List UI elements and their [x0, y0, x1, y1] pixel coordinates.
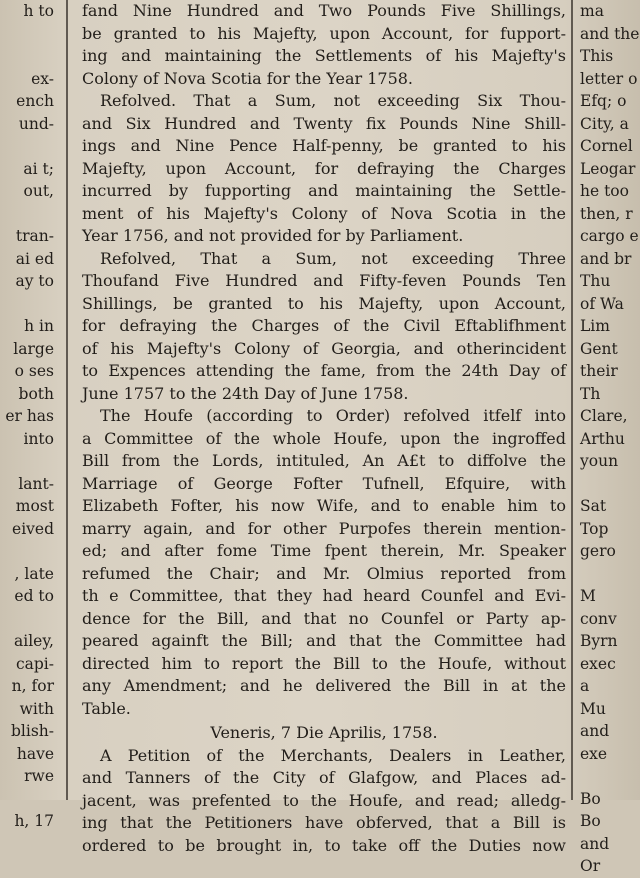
left-column-line: er has — [5, 407, 54, 425]
left-column-line: with — [19, 699, 54, 718]
left-column-line: ed to — [14, 587, 54, 605]
right-column-line: he too — [580, 182, 629, 200]
left-column-line: ay to — [15, 272, 54, 290]
left-column-line: ai t; — [23, 159, 54, 178]
left-column-line: h to — [23, 2, 54, 20]
left-column-line: ex- — [31, 69, 54, 88]
left-column-line — [0, 293, 58, 316]
left-column-line — [0, 23, 58, 46]
left-column-line: rwe — [24, 767, 54, 785]
right-column-line: and — [580, 834, 610, 853]
article-line: directed him to report the Bill to the Houfe, without — [82, 653, 566, 673]
left-column-line: blish- — [10, 722, 54, 740]
left-column-line: ailey, — [14, 632, 54, 650]
left-column-line: both — [18, 384, 54, 403]
article-line: and Tanners of the City of Glafgow, and Places ad- — [82, 768, 566, 787]
right-column-line: cargo e — [580, 227, 639, 245]
article-line: June 1757 to the 24th Day of June 1758. — [82, 383, 409, 403]
article-line: marry again, and for other Purpofes therein mention- — [82, 518, 566, 538]
left-column-line: large — [13, 339, 54, 358]
left-column-line: into — [23, 429, 54, 448]
right-column-line: Byrn — [580, 632, 618, 650]
right-column-line: and br — [580, 249, 632, 268]
article-line: and Six Hundred and Twenty fix Pounds Nine Shill- — [82, 113, 566, 133]
article-line: refumed the Chair; and Mr. Olmius reported from — [82, 563, 566, 583]
left-column-line — [0, 608, 58, 631]
left-column-line: und- — [18, 114, 54, 133]
article-line: Majefty, upon Account, for defraying the Charges — [82, 158, 566, 178]
left-column-line: have — [16, 744, 54, 763]
right-column-line — [576, 473, 640, 496]
article-line: Refolved. That a Sum, not exceeding Six Thou- — [100, 91, 566, 110]
column-rule-left — [66, 0, 68, 800]
right-column-line: Bo — [580, 789, 601, 808]
right-column-line — [576, 563, 640, 586]
left-column-line: , late — [14, 564, 54, 583]
left-column-line: eived — [12, 519, 54, 538]
right-column-line: exec — [580, 654, 616, 673]
right-column-line: and the — [580, 24, 640, 43]
right-column-line: Or — [580, 857, 601, 875]
right-column-line — [576, 765, 640, 788]
left-column-line: ai ed — [15, 249, 54, 268]
left-column-line: lant- — [18, 474, 54, 493]
article-line: to Expences attending the fame, from the 24th Day of — [82, 361, 566, 380]
left-column-line: h in — [24, 317, 54, 335]
left-column-line: ench — [16, 92, 54, 110]
right-column-line: gero — [580, 542, 616, 560]
right-column-line: Clare, — [580, 407, 628, 425]
left-column-line: h, 17 — [14, 812, 54, 830]
right-column-line: then, r — [580, 204, 633, 223]
left-column-line: n, for — [11, 677, 54, 695]
article-line: Bill from the Lords, intituled, An A£t to diffolve the — [82, 451, 566, 470]
article-line: Colony of Nova Scotia for the Year 1758. — [82, 68, 414, 88]
article-line: incurred by fupporting and maintaining the Settle- — [82, 181, 566, 200]
left-column-line: tran- — [15, 227, 54, 245]
left-column-fragment — [0, 0, 58, 833]
article-line: be granted to his Majefty, upon Account, for fupport- — [82, 23, 566, 43]
article-line: for defraying the Charges of the Civil Eftablifhment — [82, 316, 566, 335]
article-line: Thoufand Five Hundred and Fifty-feven Pounds Ten — [82, 271, 566, 290]
article-line: Veneris, 7 Die Aprilis, 1758. — [210, 723, 438, 742]
article-line: a Committee of the whole Houfe, upon the ingroffed — [82, 428, 566, 448]
right-column-line: ma — [580, 2, 604, 20]
article-line: peared againft the Bill; and that the Committee had — [82, 631, 566, 650]
left-column-line — [0, 45, 58, 68]
article-line: ing that the Petitioners have obferved, that a Bill is — [82, 813, 566, 832]
right-column-line: conv — [580, 609, 617, 628]
article-line: ing and maintaining the Settlements of his Majefty's — [82, 46, 566, 65]
right-column-line: M — [580, 587, 596, 605]
article-line: Table. — [82, 698, 131, 718]
right-column-line: Arthu — [580, 429, 625, 448]
left-column-line — [0, 135, 58, 158]
article-line: th e Committee, that they had heard Counfel and Evi- — [82, 586, 566, 605]
column-rule-right — [571, 0, 573, 800]
left-column-line — [0, 450, 58, 473]
article-line: Elizabeth Fofter, his now Wife, and to enable him to — [82, 496, 566, 515]
right-column-fragment — [576, 0, 640, 878]
right-column-line: Th — [580, 384, 601, 403]
right-column-line: Gent — [580, 339, 618, 358]
right-column-line: City, a — [580, 114, 629, 133]
right-column-line: Lim — [580, 317, 610, 335]
right-column-line: This — [580, 47, 614, 65]
article-line: ed; and after fome Time fpent therein, Mr. Speaker — [82, 541, 566, 560]
article-line: any Amendment; and he delivered the Bill in at the — [82, 676, 566, 695]
article-line: Shillings, be granted to his Majefty, upon Account, — [82, 293, 566, 313]
right-column-line: Thu — [580, 272, 611, 290]
right-column-line: Efq; o — [580, 92, 627, 110]
right-column-line: exe — [580, 744, 608, 763]
article-line: Refolved, That a Sum, not exceeding Three — [100, 248, 566, 268]
right-column-line: Cornel — [580, 137, 633, 155]
right-column-line: and — [580, 722, 610, 740]
article-line: dence for the Bill, and that no Counfel or Party ap- — [82, 608, 566, 628]
article-line: jacent, was prefented to the Houfe, and read; alledg- — [82, 790, 566, 810]
left-column-line: out, — [23, 182, 54, 200]
right-column-line: Top — [580, 519, 609, 538]
article-line: A Petition of the Merchants, Dealers in Leather, — [100, 745, 566, 765]
article-line: ordered to be brought in, to take off the Duties now — [82, 835, 566, 855]
right-column-line: Bo — [580, 812, 601, 830]
right-column-line: Leogar — [580, 159, 636, 178]
main-article-column — [74, 0, 570, 857]
article-line: Year 1756, and not provided for by Parliament. — [82, 226, 464, 245]
article-line: ings and Nine Pence Half-penny, be granted to his — [82, 136, 566, 155]
right-column-line: Mu — [580, 699, 606, 718]
left-column-line: most — [15, 497, 54, 515]
article-line: The Houfe (according to Order) refolved itfelf into — [100, 406, 566, 425]
article-line: ment of his Majefty's Colony of Nova Scotia in the — [82, 203, 566, 223]
left-column-line: o ses — [14, 362, 54, 380]
left-column-line — [0, 788, 58, 811]
left-column-line: capi- — [15, 654, 54, 673]
right-column-line: a — [580, 677, 590, 695]
right-column-line: of Wa — [580, 294, 624, 313]
right-column-line: their — [580, 362, 618, 380]
article-line: fand Nine Hundred and Two Pounds Five Shillings, — [82, 1, 566, 20]
right-column-line: Sat — [580, 497, 607, 515]
article-line: Marriage of George Fofter Tufnell, Efquire, with — [82, 473, 566, 493]
right-column-line: youn — [580, 452, 619, 470]
article-line: of his Majefty's Colony of Georgia, and otherincident — [82, 338, 566, 358]
left-column-line — [0, 540, 58, 563]
right-column-line: letter o — [580, 69, 638, 88]
left-column-line — [0, 203, 58, 226]
